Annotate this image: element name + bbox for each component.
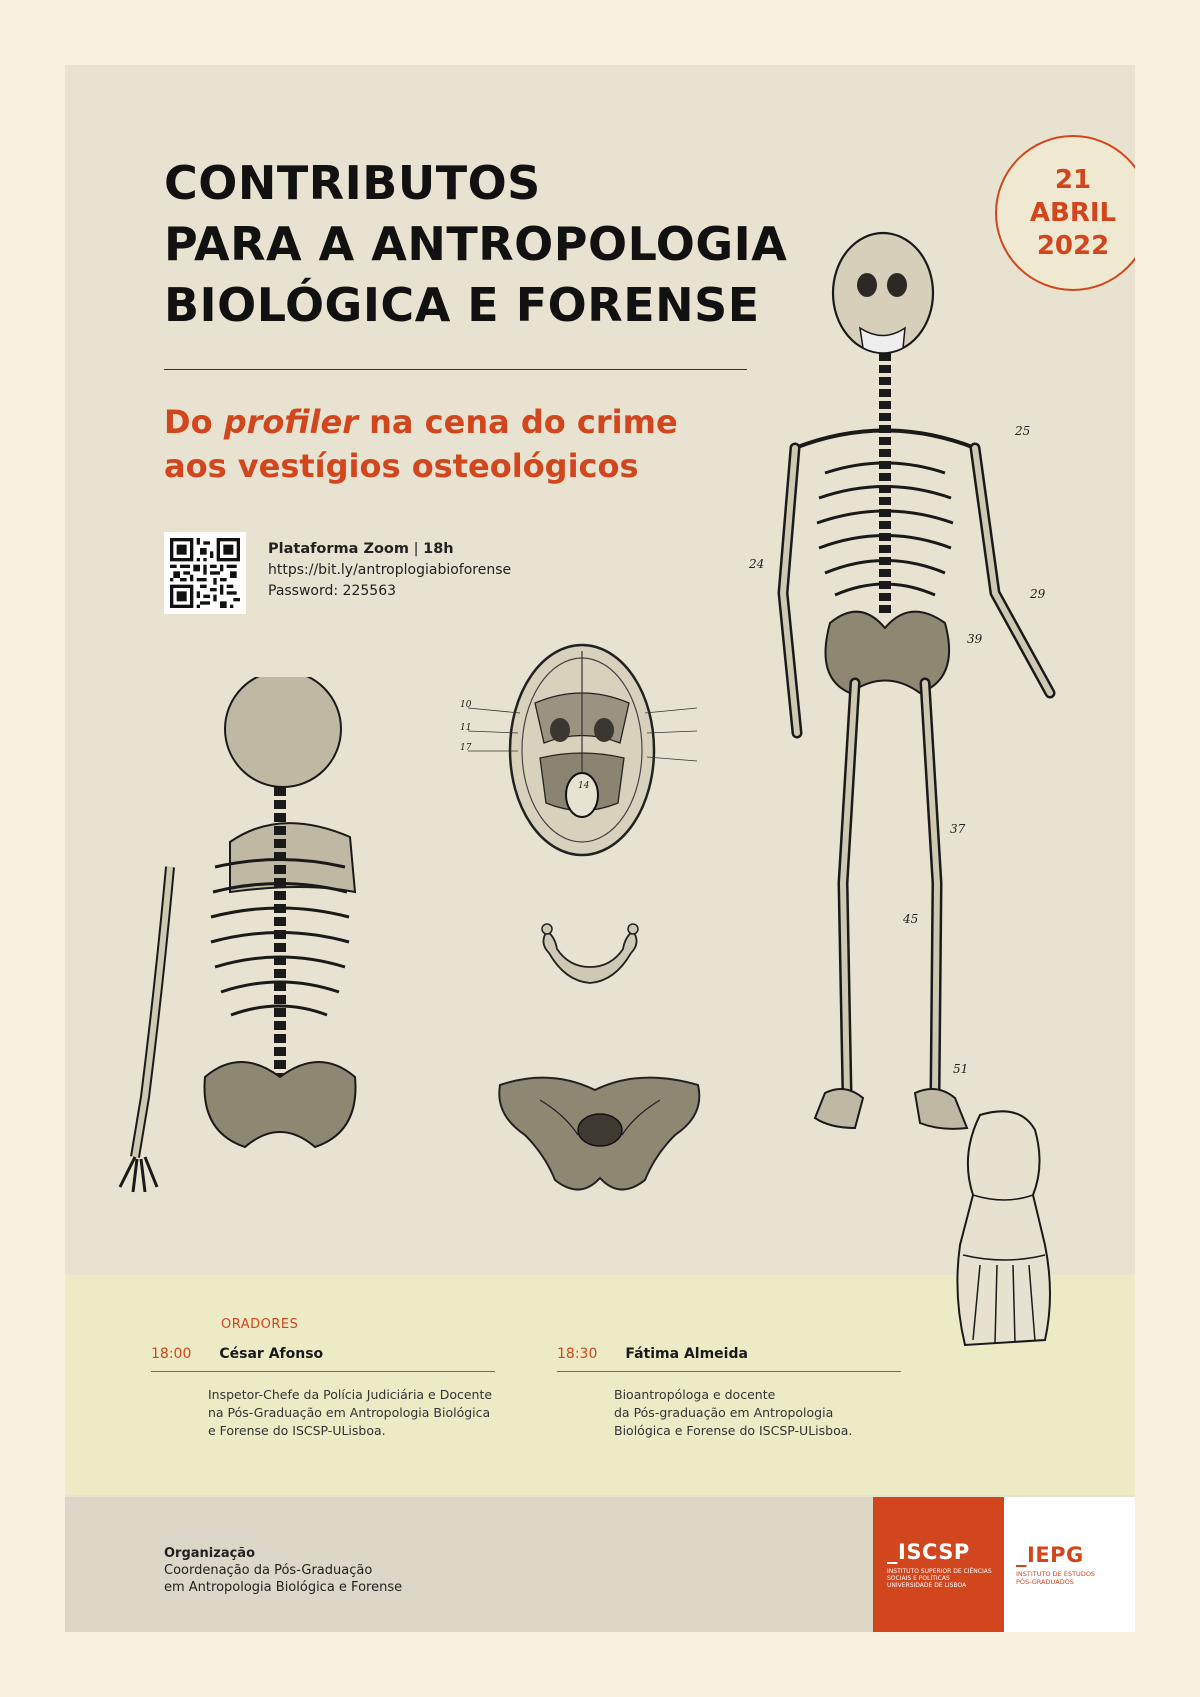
skeleton-label: 24: [749, 557, 765, 571]
session-platform-line: Plataforma Zoom | 18h: [268, 541, 454, 557]
qr-code-icon: [170, 538, 240, 608]
iepg-logo[interactable]: [1004, 1497, 1135, 1632]
skeleton-label: 51: [953, 1062, 969, 1076]
skeleton-label: 39: [967, 632, 983, 646]
skeleton-front-illustration: [705, 223, 1135, 1168]
subtitle-emphasis: profiler: [223, 403, 358, 441]
sacrum-illustration: [470, 1060, 730, 1210]
speaker-card: [557, 1346, 901, 1440]
skull-label: 11: [460, 723, 472, 733]
session-link[interactable]: https://bit.ly/antroplogiabioforense: [268, 562, 512, 578]
foot-bones-illustration: [945, 1105, 1075, 1360]
iepg-logo-subtitle: INSTITUTO DE ESTUDOS PÓS-GRADUADOS: [1016, 1570, 1096, 1586]
speaker-time: 18:00: [151, 1346, 192, 1362]
date-day: 21: [1054, 164, 1092, 195]
session-info: [268, 539, 511, 602]
speaker-time: 18:30: [557, 1346, 598, 1362]
hyoid-bone-illustration: [525, 903, 655, 1003]
speaker-header: [557, 1346, 901, 1372]
iscsp-logo[interactable]: [873, 1497, 1004, 1632]
skeleton-label: 25: [1015, 424, 1031, 438]
title-divider: [164, 369, 747, 370]
speaker-bio: Bioantropóloga e docente da Pós-graduação em Antropologia Biológica e Forense do ISCSP-ULisboa.: [614, 1387, 853, 1438]
session-password: Password: 225563: [268, 583, 397, 599]
iscsp-logo-subtitle: INSTITUTO SUPERIOR DE CIÊNCIAS SOCIAIS E POLÍTICAS UNIVERSIDADE DE LISBOA: [887, 1568, 992, 1589]
title-line-2: PARA A ANTROPOLOGIA: [164, 217, 788, 271]
speaker-name: Fátima Almeida: [625, 1346, 748, 1362]
organization-block: [164, 1545, 402, 1596]
skeleton-label: 29: [1030, 587, 1046, 601]
organization-label: Organização: [164, 1546, 255, 1561]
qr-code[interactable]: [164, 532, 246, 614]
speakers-heading: ORADORES: [221, 1317, 299, 1332]
speaker-header: [151, 1346, 495, 1372]
title-line-1: CONTRIBUTOS: [164, 156, 541, 210]
skull-label: 17: [460, 743, 472, 753]
skeleton-back-illustration: [65, 677, 455, 1197]
subtitle-line-1: Do profiler na cena do crime: [164, 403, 678, 441]
iepg-logo-mark: _IEPG: [1016, 1543, 1084, 1567]
poster: [65, 65, 1135, 1632]
skeleton-label: 37: [950, 822, 966, 836]
date-year: 2022: [1036, 230, 1110, 261]
skull-label: 10: [460, 700, 472, 710]
subtitle-line-2: aos vestígios osteológicos: [164, 447, 639, 485]
skull-base-illustration: [460, 633, 705, 868]
organization-line: Coordenação da Pós-Graduação: [164, 1563, 373, 1578]
speaker-name: César Afonso: [219, 1346, 324, 1362]
iscsp-logo-mark: _ISCSP: [887, 1540, 970, 1564]
title-line-3: BIOLÓGICA E FORENSE: [164, 278, 760, 332]
date-month: ABRIL: [1029, 197, 1117, 228]
speaker-card: [151, 1346, 495, 1440]
skeleton-label: 45: [903, 912, 919, 926]
organization-line: em Antropologia Biológica e Forense: [164, 1580, 403, 1595]
skull-label: 14: [578, 781, 590, 791]
speaker-bio: Inspetor-Chefe da Polícia Judiciária e Docente na Pós-Graduação em Antropologia Biológica e Forense do ISCSP-ULisboa.: [208, 1387, 493, 1438]
